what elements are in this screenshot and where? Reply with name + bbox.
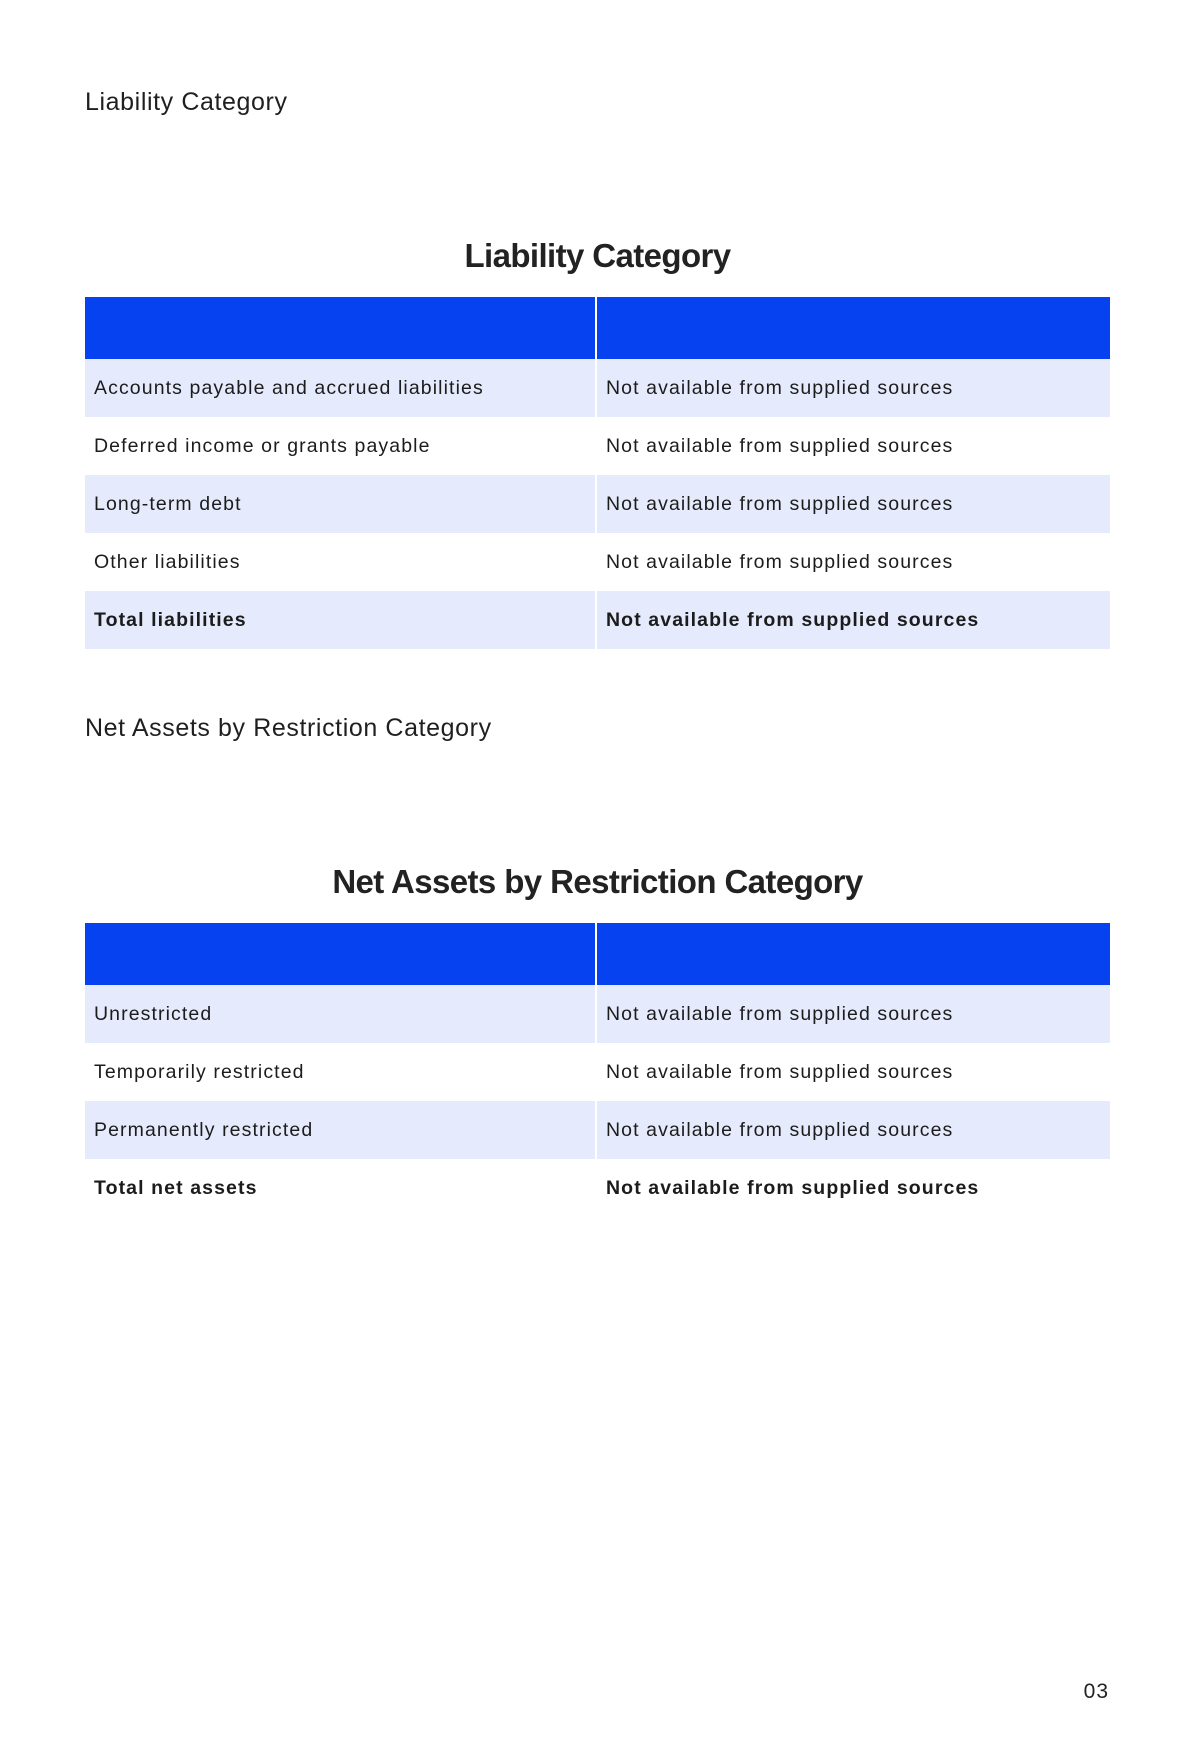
row-label: Other liabilities: [85, 533, 596, 591]
table-title-liability: Liability Category: [464, 237, 731, 274]
total-value: Not available from supplied sources: [596, 1159, 1110, 1217]
column-header: [596, 297, 1110, 359]
table-header-row: [85, 297, 1110, 359]
row-value: Not available from supplied sources: [596, 985, 1110, 1043]
table-row: [85, 359, 1110, 417]
row-label: Temporarily restricted: [85, 1043, 596, 1101]
row-label: Accounts payable and accrued liabilities: [85, 359, 596, 417]
total-row: [85, 591, 1110, 649]
page-number: 03: [1083, 1680, 1109, 1703]
row-value: Not available from supplied sources: [596, 533, 1110, 591]
total-value: Not available from supplied sources: [596, 591, 1110, 649]
table-row: [85, 417, 1110, 475]
column-header: [85, 923, 596, 985]
table-row: [85, 475, 1110, 533]
row-value: Not available from supplied sources: [596, 1043, 1110, 1101]
section-heading-net-assets: Net Assets by Restriction Category: [85, 714, 492, 742]
column-header: [85, 297, 596, 359]
table-row: [85, 533, 1110, 591]
row-label: Long-term debt: [85, 475, 596, 533]
table-title-net-assets: Net Assets by Restriction Category: [332, 863, 863, 900]
row-label: Deferred income or grants payable: [85, 417, 596, 475]
table-row: [85, 1043, 1110, 1101]
total-label: Total liabilities: [85, 591, 596, 649]
row-value: Not available from supplied sources: [596, 475, 1110, 533]
column-header: [596, 923, 1110, 985]
row-label: Permanently restricted: [85, 1101, 596, 1159]
net-assets-table: [85, 923, 1110, 1217]
table-header-row: [85, 923, 1110, 985]
table-row: [85, 985, 1110, 1043]
row-value: Not available from supplied sources: [596, 417, 1110, 475]
row-value: Not available from supplied sources: [596, 359, 1110, 417]
row-value: Not available from supplied sources: [596, 1101, 1110, 1159]
total-label: Total net assets: [85, 1159, 596, 1217]
section-heading-liability: Liability Category: [85, 88, 288, 116]
total-row: [85, 1159, 1110, 1217]
liability-table: [85, 297, 1110, 649]
row-label: Unrestricted: [85, 985, 596, 1043]
table-row: [85, 1101, 1110, 1159]
